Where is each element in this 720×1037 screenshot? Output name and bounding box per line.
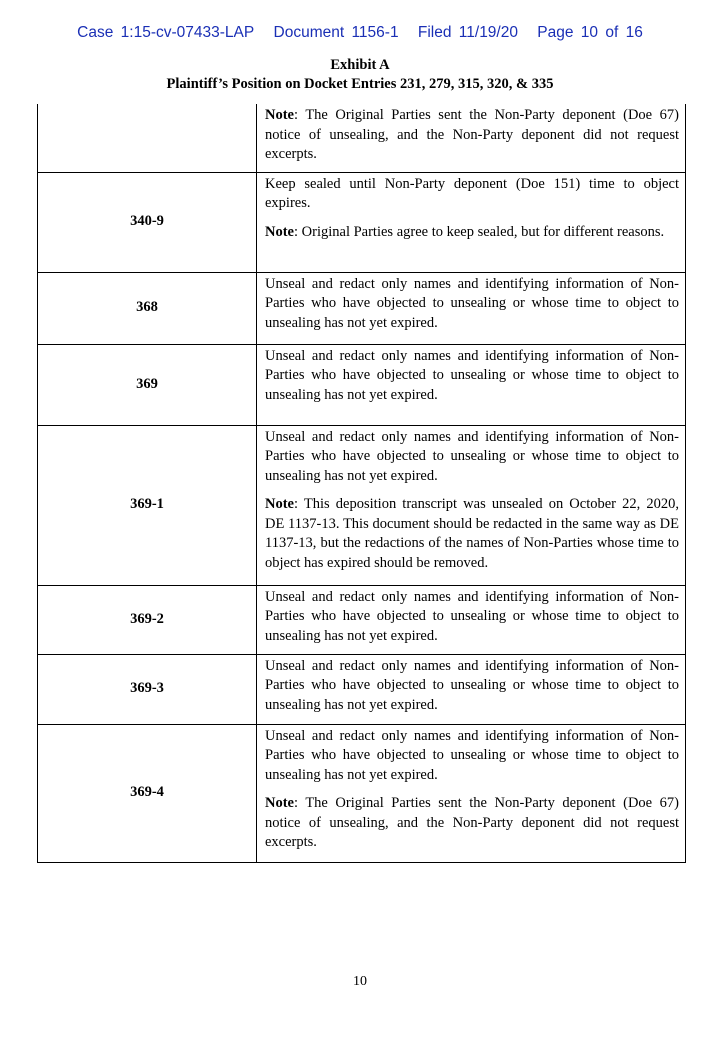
position-cell bbox=[257, 104, 686, 172]
position-cell bbox=[257, 172, 686, 272]
filed-date: Filed 11/19/20 bbox=[417, 24, 518, 41]
position-text: : The Original Parties sent the Non-Party deponent (Doe 67) notice of unsealing, and the Non-Party deponent did not request excerpts. bbox=[265, 107, 679, 163]
docket-entry-number: 369-2 bbox=[130, 610, 164, 627]
position-paragraph bbox=[265, 657, 679, 716]
table-row bbox=[38, 272, 686, 344]
note-paragraph bbox=[265, 794, 679, 853]
exhibit-subtitle: Plaintiff’s Position on Docket Entries 231, 279, 315, 320, & 335 bbox=[166, 76, 554, 92]
position-text: : This deposition transcript was unsealed on October 22, 2020, DE 1137-13. This document should be redacted in the same way as DE 1137-13, but the redactions of the names of Non-Parties whose time to object has expired should be removed. bbox=[265, 496, 679, 572]
note-paragraph bbox=[265, 106, 679, 165]
position-paragraph bbox=[265, 588, 679, 647]
table-row bbox=[38, 104, 686, 172]
docket-entry-cell bbox=[38, 585, 257, 654]
position-text: Unseal and redact only names and identifying information of Non-Parties who have objected to unsealing or whose time to object to unsealing has not yet expired. bbox=[265, 428, 679, 484]
position-text: Keep sealed until Non-Party deponent (Doe 151) time to object expires. bbox=[265, 175, 679, 212]
case-header bbox=[0, 24, 720, 42]
position-text: Unseal and redact only names and identifying information of Non-Parties who have objected to unsealing or whose time to object to unsealing has not yet expired. bbox=[265, 657, 679, 713]
position-paragraph bbox=[265, 428, 679, 487]
position-text: Unseal and redact only names and identifying information of Non-Parties who have objected to unsealing or whose time to object to unsealing has not yet expired. bbox=[265, 588, 679, 644]
docket-entry-cell bbox=[38, 724, 257, 862]
exhibit-title: Exhibit A bbox=[330, 57, 390, 73]
position-text: : Original Parties agree to keep sealed, but for different reasons. bbox=[294, 223, 665, 240]
docket-entry-number: 369-4 bbox=[130, 784, 164, 801]
docket-entry-number: 368 bbox=[136, 299, 158, 316]
note-label: Note bbox=[265, 223, 294, 240]
docket-entry-cell bbox=[38, 425, 257, 585]
note-paragraph bbox=[265, 495, 679, 573]
position-paragraph bbox=[265, 727, 679, 786]
table-row bbox=[38, 724, 686, 862]
table-row bbox=[38, 654, 686, 724]
note-label: Note bbox=[265, 107, 294, 123]
position-cell bbox=[257, 724, 686, 862]
page-indicator: Page 10 of 16 bbox=[537, 24, 643, 41]
table-row bbox=[38, 172, 686, 272]
note-label: Note bbox=[265, 496, 294, 513]
document-number: Document 1156-1 bbox=[273, 24, 399, 41]
position-cell bbox=[257, 272, 686, 344]
note-label: Note bbox=[265, 795, 294, 812]
docket-table-body bbox=[38, 104, 686, 862]
position-cell bbox=[257, 585, 686, 654]
docket-entry-cell bbox=[38, 272, 257, 344]
position-cell bbox=[257, 654, 686, 724]
docket-table bbox=[37, 104, 686, 863]
position-text: : The Original Parties sent the Non-Party deponent (Doe 67) notice of unsealing, and the Non-Party deponent did not request excerpts. bbox=[265, 795, 679, 851]
position-text: Unseal and redact only names and identifying information of Non-Parties who have objected to unsealing or whose time to object to unsealing has not yet expired. bbox=[265, 727, 679, 783]
position-text: Unseal and redact only names and identifying information of Non-Parties who have objected to unsealing or whose time to object to unsealing has not yet expired. bbox=[265, 347, 679, 403]
position-cell bbox=[257, 425, 686, 585]
note-paragraph bbox=[265, 223, 679, 243]
docket-entry-cell bbox=[38, 654, 257, 724]
docket-entry-cell bbox=[38, 104, 257, 172]
docket-entry-number: 340-9 bbox=[130, 213, 164, 230]
docket-entry-cell bbox=[38, 344, 257, 425]
table-row bbox=[38, 344, 686, 425]
page-number: 10 bbox=[353, 974, 367, 989]
position-paragraph bbox=[265, 175, 679, 214]
docket-entry-number: 369-3 bbox=[130, 680, 164, 697]
table-row bbox=[38, 425, 686, 585]
position-text: Unseal and redact only names and identifying information of Non-Parties who have objected to unsealing or whose time to object to unsealing has not yet expired. bbox=[265, 275, 679, 331]
position-paragraph bbox=[265, 347, 679, 406]
table-row bbox=[38, 585, 686, 654]
docket-entry-number: 369-1 bbox=[130, 496, 164, 513]
case-number: Case 1:15-cv-07433-LAP bbox=[77, 24, 255, 41]
docket-entry-cell bbox=[38, 172, 257, 272]
position-cell bbox=[257, 344, 686, 425]
docket-entry-number: 369 bbox=[136, 375, 158, 392]
position-paragraph bbox=[265, 275, 679, 334]
